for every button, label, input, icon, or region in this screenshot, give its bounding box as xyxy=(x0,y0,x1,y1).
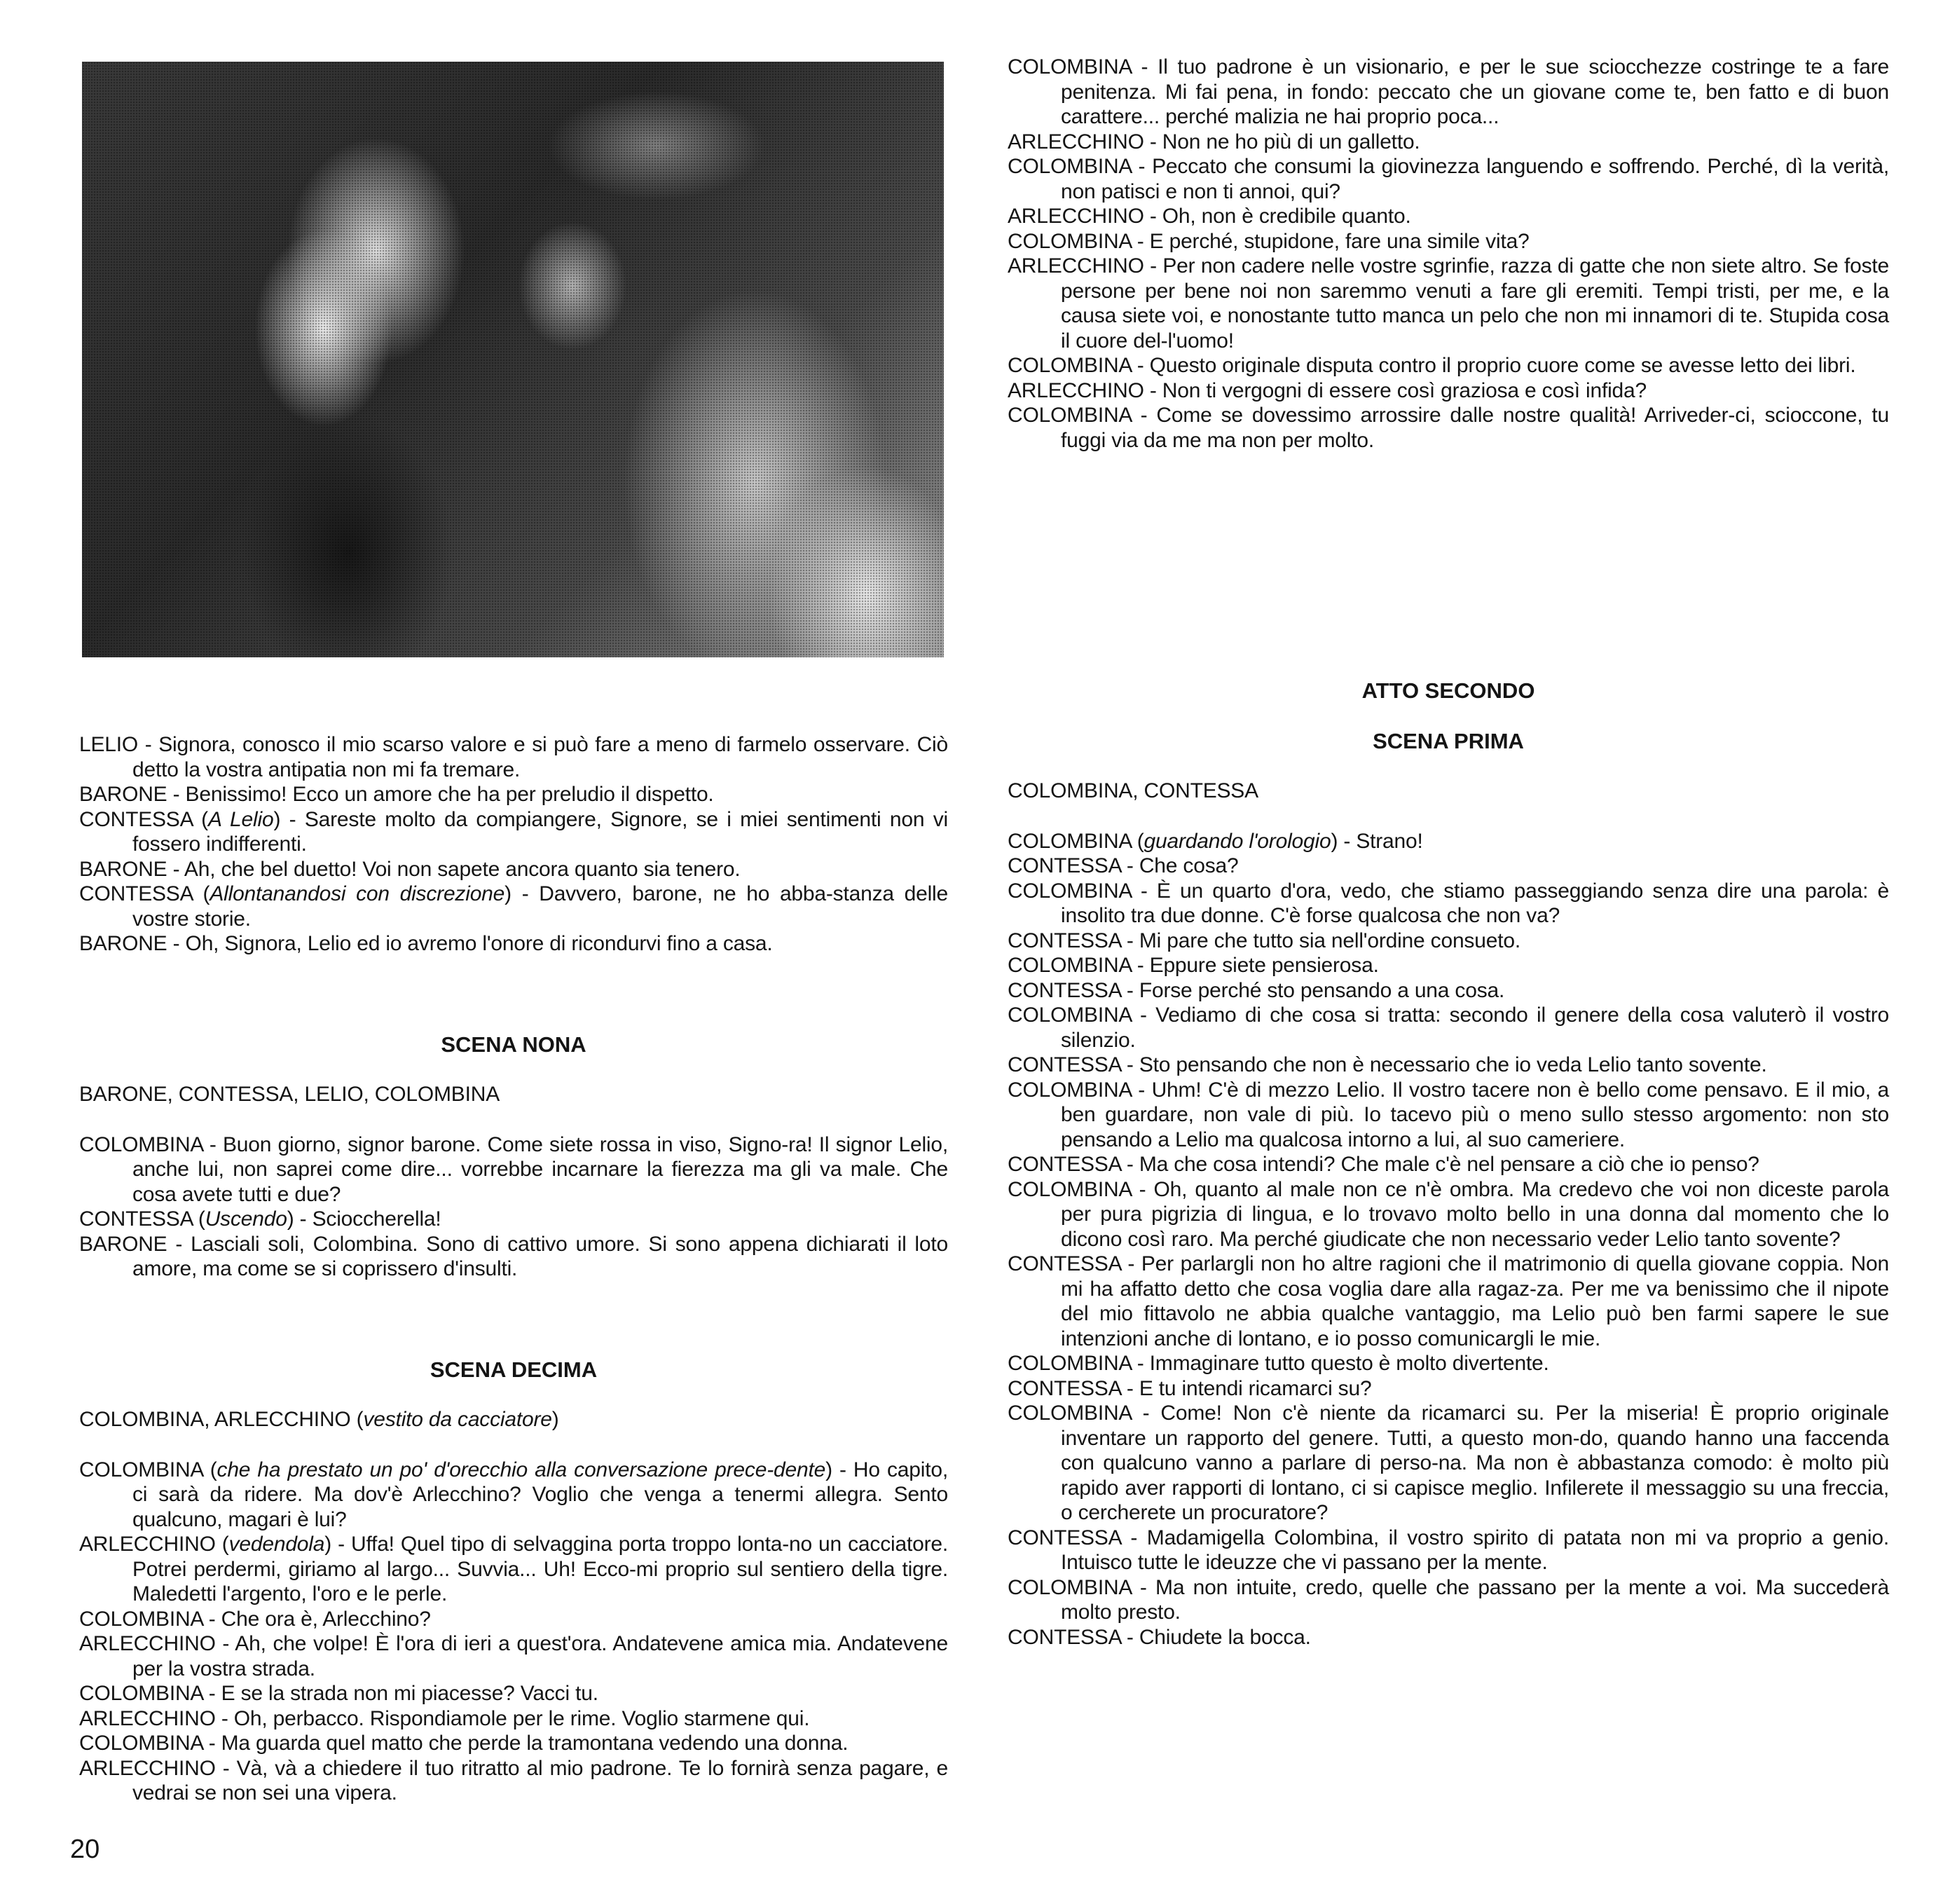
dialogue-line xyxy=(1008,1401,1889,1526)
dialogue-line: CONTESSA (A Lelio) - Sareste molto da compiangere, Signore, se i miei sentimenti non vi fossero indifferenti. xyxy=(79,807,948,856)
dialogue-text: - Non ti vergogni di essere così graziosa e così infida? xyxy=(1144,378,1647,402)
scene-prima-dialogue xyxy=(1008,829,1889,1650)
speaker-name: COLOMBINA xyxy=(79,1732,203,1755)
page-number: 20 xyxy=(70,1835,100,1864)
speaker-name: CONTESSA xyxy=(1008,929,1121,952)
speaker-name: COLOMBINA xyxy=(79,1682,203,1705)
dialogue-text: - Che ora è, Arlecchino? xyxy=(202,1607,431,1631)
dialogue-line xyxy=(1008,1575,1889,1625)
dialogue-line xyxy=(1008,1376,1889,1402)
dialogue-line xyxy=(79,1706,948,1732)
dialogue-line xyxy=(1008,204,1889,229)
speaker-name: ARLECCHINO xyxy=(1008,205,1144,228)
speaker-name: CONTESSA xyxy=(79,882,193,905)
cast-names: COLOMBINA, ARLECCHINO xyxy=(79,1408,351,1431)
stage-direction: vedendola xyxy=(228,1533,325,1556)
speaker-name: COLOMBINA xyxy=(1008,55,1132,78)
dialogue-text: - Uhm! C'è di mezzo Lelio. Il vostro tacere non è bello come pensavo. E il mio, a ben guardare, non vale di più. Io tacevo più o meno sullo stesso argomento: non sto pensando a Lelio ma qualcosa intorno a lui, al suo cameriere. xyxy=(1061,1078,1889,1151)
dialogue-line xyxy=(79,1132,948,1207)
speaker-name: COLOMBINA xyxy=(1008,155,1132,178)
dialogue-line xyxy=(1008,1526,1889,1575)
dialogue-line xyxy=(1008,1177,1889,1252)
speaker-name: ARLECCHINO xyxy=(1008,130,1144,153)
dialogue-text: - Và, và a chiedere il tuo ritratto al mio padrone. Te lo fornirà senza pagare, e vedrai se non sei una vipera. xyxy=(132,1756,948,1804)
dialogue-text: - Lasciali soli, Colombina. Sono di cattivo umore. Si sono appena dichiarati il loto amore, ma come se si coprissero d'insulti. xyxy=(132,1232,948,1280)
speaker-name: CONTESSA xyxy=(1008,1153,1121,1176)
dialogue-line xyxy=(1008,1003,1889,1053)
dialogue-line xyxy=(79,1681,948,1706)
dialogue-line: ARLECCHINO (vedendola) - Uffa! Quel tipo di selvaggina porta troppo lonta-no un cacciatore. Potrei perdermi, giriamo al largo... Suvvia... Uh! Ecco-mi proprio sul sentiero della tigre. Maledetti l'argento, l'oro e le perle. xyxy=(79,1533,948,1605)
speaker-name: CONTESSA xyxy=(1008,1252,1121,1275)
dialogue-text: - Davvero, barone, ne ho abba-stanza delle vostre storie. xyxy=(132,882,948,931)
dialogue-line xyxy=(79,1631,948,1681)
speaker-name: CONTESSA xyxy=(1008,1625,1121,1649)
dialogue-text: - Per non cadere nelle vostre sgrinfie, razza di gatte che non siete altro. Se foste persone per bene noi non saremmo venuti a fare gli eremiti. Tempi tristi, per me, e la causa siete voi, e nonostante tutto manca un pelo che non mi innamori di te. Stupida cosa il cuore del-l'uomo! xyxy=(1061,254,1889,352)
act-title: ATTO SECONDO xyxy=(1361,678,1535,703)
dialogue-text: - Ah, che volpe! È l'ora di ieri a quest'ora. Andatevene amica mia. Andatevene per la vostra strada. xyxy=(132,1632,948,1680)
scene-nona-dialogue xyxy=(79,1132,948,1282)
dialogue-text: - E se la strada non mi piacesse? Vacci tu. xyxy=(202,1682,598,1705)
right-column-top-dialogue xyxy=(1008,55,1889,453)
dialogue-text: - Questo originale disputa contro il proprio cuore come se avesse letto dei libri. xyxy=(1131,354,1856,377)
dialogue-text: - Ma che cosa intendi? Che male c'è nel pensare a ciò che io penso? xyxy=(1120,1153,1759,1176)
speaker-name: COLOMBINA xyxy=(79,1132,203,1156)
dialogue-text: - Signora, conosco il mio scarso valore e si può fare a meno di farmelo osservare. Ciò detto la vostra antipatia non mi fa tremare. xyxy=(132,733,948,781)
dialogue-text: - Forse perché sto pensando a una cosa. xyxy=(1120,978,1505,1002)
dialogue-text: - Che cosa? xyxy=(1120,854,1239,877)
dialogue-line xyxy=(1008,154,1889,204)
speaker-name: COLOMBINA xyxy=(1008,879,1132,903)
dialogue-line xyxy=(1008,1351,1889,1376)
dialogue-text: - Ma guarda quel matto che perde la tramontana vedendo una donna. xyxy=(202,1732,849,1755)
speaker-name: ARLECCHINO xyxy=(1008,378,1144,402)
dialogue-line xyxy=(79,931,948,957)
speaker-name: COLOMBINA xyxy=(79,1458,203,1481)
dialogue-line xyxy=(1008,229,1889,254)
cast-direction: vestito da cacciatore xyxy=(363,1408,552,1431)
speaker-name: ARLECCHINO xyxy=(79,1756,216,1780)
speaker-name: COLOMBINA xyxy=(1008,1575,1132,1599)
scene-cast-nona: BARONE, CONTESSA, LELIO, COLOMBINA xyxy=(79,1083,500,1106)
dialogue-text: - È un quarto d'ora, vedo, che stiamo passeggiando senza dire una parola: è insolito tra due donne. C'è forse qualcosa che non va? xyxy=(1061,879,1889,927)
dialogue-line xyxy=(1008,130,1889,155)
stage-photograph xyxy=(82,62,944,657)
dialogue-text: - Immaginare tutto questo è molto divertente. xyxy=(1131,1352,1549,1375)
dialogue-line xyxy=(79,1232,948,1282)
dialogue-text: - Come se dovessimo arrossire dalle nostre qualità! Arriveder-ci, scioccone, tu fuggi via da me ma non per molto. xyxy=(1061,404,1889,452)
dialogue-text: - Vediamo di che cosa si tratta: secondo il genere della cosa valuterò il vostro silenzio. xyxy=(1061,1004,1889,1052)
dialogue-line: CONTESSA (Uscendo) - Scioccherella! xyxy=(79,1207,441,1231)
speaker-name: CONTESSA xyxy=(79,1207,193,1231)
dialogue-text: - Ho capito, ci sarà da ridere. Ma dov'è Arlecchino? Voglio che venga a tenermi allegra. Sento qualcuno, magari è lui? xyxy=(132,1458,948,1531)
dialogue-line xyxy=(1008,978,1889,1004)
dialogue-text: - Buon giorno, signor barone. Come siete rossa in viso, Signo-ra! Il signor Lelio, anche lui, non saprei come dire... vorrebbe incarnare la fierezza ma gli va male. Che cosa avete tutti e due? xyxy=(132,1132,948,1206)
dialogue-text: - Mi pare che tutto sia nell'ordine consueto. xyxy=(1120,929,1520,952)
left-column xyxy=(79,732,948,1806)
dialogue-text: - Oh, perbacco. Rispondiamole per le rime. Voglio starmene qui. xyxy=(215,1706,810,1730)
dialogue-text: - Benissimo! Ecco un amore che ha per preludio il dispetto. xyxy=(167,783,714,806)
speaker-name: CONTESSA xyxy=(79,807,193,831)
left-intro-dialogue xyxy=(79,732,948,957)
speaker-name: COLOMBINA xyxy=(1008,1004,1132,1027)
stage-direction: Allontanandosi con discrezione xyxy=(210,882,505,905)
speaker-name: COLOMBINA xyxy=(1008,1402,1132,1425)
dialogue-text: - Uffa! Quel tipo di selvaggina porta troppo lonta-no un cacciatore. Potrei perdermi, giriamo al largo... Suvvia... Uh! Ecco-mi proprio sul sentiero della tigre. Maledetti l'argento, l'oro e le perle. xyxy=(132,1533,948,1605)
speaker-name: BARONE xyxy=(79,857,167,881)
dialogue-line xyxy=(1008,55,1889,130)
dialogue-text: - Sto pensando che non è necessario che io veda Lelio tanto sovente. xyxy=(1120,1053,1767,1076)
scene-title-decima: SCENA DECIMA xyxy=(430,1357,598,1382)
dialogue-text: - Ma non intuite, credo, quelle che passano per la mente a voi. Ma succederà molto presto. xyxy=(1061,1575,1889,1624)
dialogue-line xyxy=(1008,1152,1889,1177)
speaker-name: ARLECCHINO xyxy=(1008,254,1144,278)
dialogue-line xyxy=(1008,353,1889,378)
dialogue-text: - Chiudete la bocca. xyxy=(1120,1625,1311,1649)
dialogue-line xyxy=(1008,1078,1889,1153)
right-column xyxy=(1008,678,1889,1650)
dialogue-line xyxy=(1008,378,1889,404)
dialogue-line xyxy=(79,732,948,782)
dialogue-text: - Oh, non è credibile quanto. xyxy=(1144,205,1411,228)
dialogue-line: COLOMBINA (che ha prestato un po' d'orecchio alla conversazione prece-dente) - Ho capito, ci sarà da ridere. Ma dov'è Arlecchino? Voglio che venga a tenermi allegra. Sento qualcuno, magari è lui? xyxy=(79,1458,948,1531)
dialogue-text: - Oh, Signora, Lelio ed io avremo l'onore di ricondurvi fino a casa. xyxy=(167,932,773,955)
dialogue-line xyxy=(79,1607,948,1632)
speaker-name: COLOMBINA xyxy=(1008,229,1132,253)
dialogue-line xyxy=(1008,929,1889,954)
dialogue-line: COLOMBINA (guardando l'orologio) - Strano! xyxy=(1008,829,1423,853)
speaker-name: COLOMBINA xyxy=(1008,404,1132,427)
speaker-name: COLOMBINA xyxy=(79,1607,203,1631)
dialogue-line xyxy=(79,1756,948,1806)
speaker-name: CONTESSA xyxy=(1008,854,1121,877)
dialogue-line xyxy=(79,782,948,807)
scene-title-nona: SCENA NONA xyxy=(441,1032,586,1057)
speaker-name: CONTESSA xyxy=(1008,978,1121,1002)
speaker-name: COLOMBINA xyxy=(1008,954,1132,977)
dialogue-line xyxy=(1008,1053,1889,1078)
speaker-name: BARONE xyxy=(79,932,167,955)
speaker-name: BARONE xyxy=(79,783,167,806)
dialogue-line xyxy=(1008,953,1889,978)
dialogue-text: - Per parlargli non ho altre ragioni che il matrimonio di quella giovane coppia. Non mi ha affatto detto che cosa voglia dare alla ragaz-za. Per me va benissimo che il nipote del mio fittavolo ne abbia qualche vantaggio, ma Lelio può ben farmi sapere le sue intenzioni anche di lontano, e io posso comunicargli le mie. xyxy=(1061,1252,1889,1350)
dialogue-text: - Oh, quanto al male non ce n'è ombra. Ma credevo che voi non diceste parola per pura pigrizia di lingua, e lo trovavo molto bello in una donna dal momento che lo dicono così raro. Ma perché giudicate che non necessario veder Lelio tanto sovente? xyxy=(1061,1177,1889,1251)
dialogue-text: - Non ne ho più di un galletto. xyxy=(1144,130,1420,153)
speaker-name: COLOMBINA xyxy=(1008,1177,1132,1201)
dialogue-text: - Scioccherella! xyxy=(294,1207,441,1231)
speaker-name: ARLECCHINO xyxy=(79,1706,216,1730)
dialogue-line xyxy=(1008,854,1889,879)
dialogue-line: CONTESSA (Allontanandosi con discrezione) - Davvero, barone, ne ho abba-stanza delle vostre storie. xyxy=(79,882,948,931)
speaker-name: COLOMBINA xyxy=(1008,354,1132,377)
speaker-name: LELIO xyxy=(79,733,139,756)
stage-direction: che ha prestato un po' d'orecchio alla conversazione prece-dente xyxy=(217,1458,826,1481)
speaker-name: ARLECCHINO xyxy=(79,1533,216,1556)
speaker-name: CONTESSA xyxy=(1008,1053,1121,1076)
dialogue-text: - Strano! xyxy=(1338,829,1423,853)
scene-cast-decima: COLOMBINA, ARLECCHINO (vestito da cacciatore) xyxy=(79,1408,559,1431)
dialogue-line xyxy=(1008,1625,1889,1650)
dialogue-line xyxy=(1008,254,1889,353)
dialogue-text: - Come! Non c'è niente da ricamarci su. Per la miseria! È proprio originale inventare un rapporto del genere. Tutti, a questo mon-do, quando hanno una faccenda con qualcuno vanno a parlare di perso-na. Ma non è abbastanza comodo: è molto più rapido aver rapporti di lontano, ci si capisce meglio. Infilerete il messaggio su una freccia, o cercherete un procuratore? xyxy=(1061,1402,1889,1524)
scene-cast-prima: COLOMBINA, CONTESSA xyxy=(1008,779,1258,802)
dialogue-line xyxy=(1008,1252,1889,1351)
dialogue-line xyxy=(79,1731,948,1756)
stage-direction: guardando l'orologio xyxy=(1144,829,1331,853)
stage-direction: Uscendo xyxy=(205,1207,287,1231)
dialogue-line xyxy=(79,857,948,882)
dialogue-line xyxy=(1008,403,1889,453)
dialogue-line xyxy=(1008,879,1889,929)
speaker-name: BARONE xyxy=(79,1232,167,1256)
dialogue-text: - Il tuo padrone è un visionario, e per le sue sciocchezze costringe te a fare penitenza. Mi fai pena, in fondo: peccato che un giovane come te, ben fatto e di buon carattere... perché malizia ne hai proprio poca... xyxy=(1061,55,1889,128)
dialogue-text: - E perché, stupidone, fare una simile vita? xyxy=(1131,229,1530,253)
dialogue-text: - Eppure siete pensierosa. xyxy=(1131,954,1379,977)
scene-title-prima: SCENA PRIMA xyxy=(1373,728,1524,753)
scene-decima-dialogue xyxy=(79,1458,948,1806)
speaker-name: COLOMBINA xyxy=(1008,1352,1132,1375)
dialogue-text: - Sareste molto da compiangere, Signore, se i miei sentimenti non vi fossero indifferenti. xyxy=(132,807,948,856)
dialogue-text: - Madamigella Colombina, il vostro spirito di patata non mi va proprio a genio. Intuisco tutte le ideuzze che vi passano per la mente. xyxy=(1061,1526,1889,1574)
dialogue-text: - E tu intendi ricamarci su? xyxy=(1120,1376,1372,1400)
dialogue-text: - Ah, che bel duetto! Voi non sapete ancora quanto sia tenero. xyxy=(167,857,741,881)
speaker-name: COLOMBINA xyxy=(1008,829,1132,853)
dialogue-text: - Peccato che consumi la giovinezza languendo e soffrendo. Perché, dì la verità, non patisci e non ti annoi, qui? xyxy=(1061,155,1889,203)
stage-direction: A Lelio xyxy=(207,807,274,831)
speaker-name: CONTESSA xyxy=(1008,1526,1121,1549)
speaker-name: COLOMBINA xyxy=(1008,1078,1132,1102)
speaker-name: CONTESSA xyxy=(1008,1376,1121,1400)
speaker-name: ARLECCHINO xyxy=(79,1632,216,1655)
